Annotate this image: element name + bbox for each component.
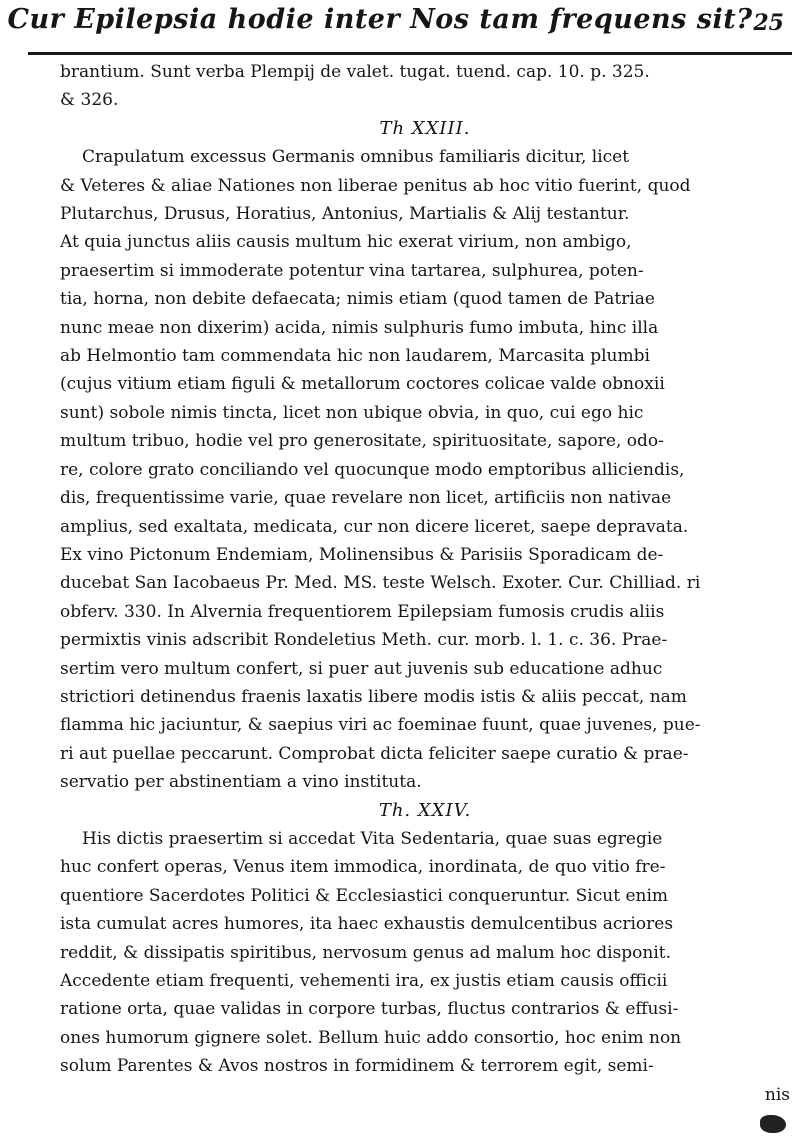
text-line: At quia junctus aliis causis multum hic exerat virium, non ambigo, — [60, 232, 632, 253]
text-line: solum Parentes & Avos nostros in formidinem & terrorem egit, semi- — [60, 1056, 654, 1077]
text-line: quentiore Sacerdotes Politici & Ecclesiastici conqueruntur. Sicut enim — [60, 885, 669, 906]
text-line: Ex vino Pictonum Endemiam, Molinensibus & Parisiis Sporadicam de- — [60, 544, 664, 565]
body-text — [60, 58, 790, 1109]
text-line: obferv. 330. In Alvernia frequentiorem Epilepsiam fumosis crudis aliis — [60, 601, 665, 622]
text-line: ri aut puellae peccarunt. Comprobat dicta feliciter saepe curatio & prae- — [60, 743, 689, 764]
text-line: (cujus vitium etiam figuli & metallorum coctores colicae valde obnoxii — [60, 374, 665, 395]
text-line: His dictis praesertim si accedat Vita Sedentaria, quae suas egregie — [82, 828, 663, 849]
thesis-heading-24: Th. XXIV. — [378, 799, 472, 821]
text-line: Crapulatum excessus Germanis omnibus familiaris dicitur, licet — [82, 147, 630, 168]
text-line: praesertim si immoderate potentur vina tartarea, sulphurea, poten- — [60, 260, 644, 281]
text-line: ratione orta, quae validas in corpore turbas, fluctus contrarios & effusi- — [60, 999, 679, 1020]
text-line: amplius, sed exaltata, medicata, cur non dicere liceret, saepe depravata. — [60, 516, 689, 537]
catchword: nis — [764, 1084, 790, 1105]
text-line: & Veteres & aliae Nationes non liberae penitus ab hoc vitio fuerint, quod — [60, 175, 691, 196]
page-number: 25 — [753, 10, 784, 36]
text-line: ones humorum gignere solet. Bellum huic addo consortio, hoc enim non — [60, 1027, 682, 1048]
text-line: huc confert operas, Venus item immodica, inordinata, de quo vitio fre- — [60, 857, 666, 878]
text-line: brantium. Sunt verba Plempij de valet. tugat. tuend. cap. 10. p. 325. — [60, 62, 650, 82]
text-line: ducebat San Iacobaeus Pr. Med. MS. teste Welsch. Exoter. Cur. Chilliad. ri — [60, 573, 701, 594]
page-header — [0, 0, 800, 60]
text-line: Accedente etiam frequenti, vehementi ira, ex justis etiam causis officii — [60, 971, 668, 991]
text-line: nunc meae non dixerim) acida, nimis sulphuris fumo imbuta, hinc illa — [60, 317, 659, 338]
thesis-heading-23: Th XXIII. — [379, 117, 471, 139]
text-line: reddit, & dissipatis spiritibus, nervosum genus ad malum hoc disponit. — [60, 942, 672, 963]
text-line: tia, horna, non debite defaecata; nimis etiam (quod tamen de Patriae — [60, 289, 655, 310]
text-line: ab Helmontio tam commendata hic non laudarem, Marcasita plumbi — [60, 346, 650, 367]
header-rule — [28, 52, 792, 55]
text-line: Plutarchus, Drusus, Horatius, Antonius, Martialis & Alij testantur. — [60, 204, 630, 225]
running-head: Cur Epilepsia hodie inter Nos tam frequens sit? — [7, 4, 753, 35]
text-line: servatio per abstinentiam a vino instituta. — [60, 772, 422, 793]
text-line: permixtis vinis adscribit Rondeletius Meth. cur. morb. l. 1. c. 36. Prae- — [60, 630, 668, 651]
text-line: & 326. — [60, 90, 119, 111]
text-line: multum tribuo, hodie vel pro generositate, spirituositate, sapore, odo- — [60, 431, 664, 452]
ink-blot — [760, 1115, 786, 1133]
text-line: dis, frequentissime varie, quae revelare non licet, artificiis non nativae — [60, 488, 672, 509]
text-line: ista cumulat acres humores, ita haec exhaustis demulcentibus acriores — [60, 914, 674, 935]
text-line: sertim vero multum confert, si puer aut juvenis sub educatione adhuc — [60, 658, 663, 679]
text-line: flamma hic jaciuntur, & saepius viri ac foeminae fuunt, quae juvenes, pue- — [60, 715, 701, 736]
text-line: strictiori detinendus fraenis laxatis libere modis istis & aliis peccat, nam — [60, 686, 687, 707]
text-line: sunt) sobole nimis tincta, licet non ubique obvia, in quo, cui ego hic — [60, 402, 644, 423]
text-line: re, colore grato conciliando vel quocunque modo emptoribus alliciendis, — [60, 459, 685, 480]
